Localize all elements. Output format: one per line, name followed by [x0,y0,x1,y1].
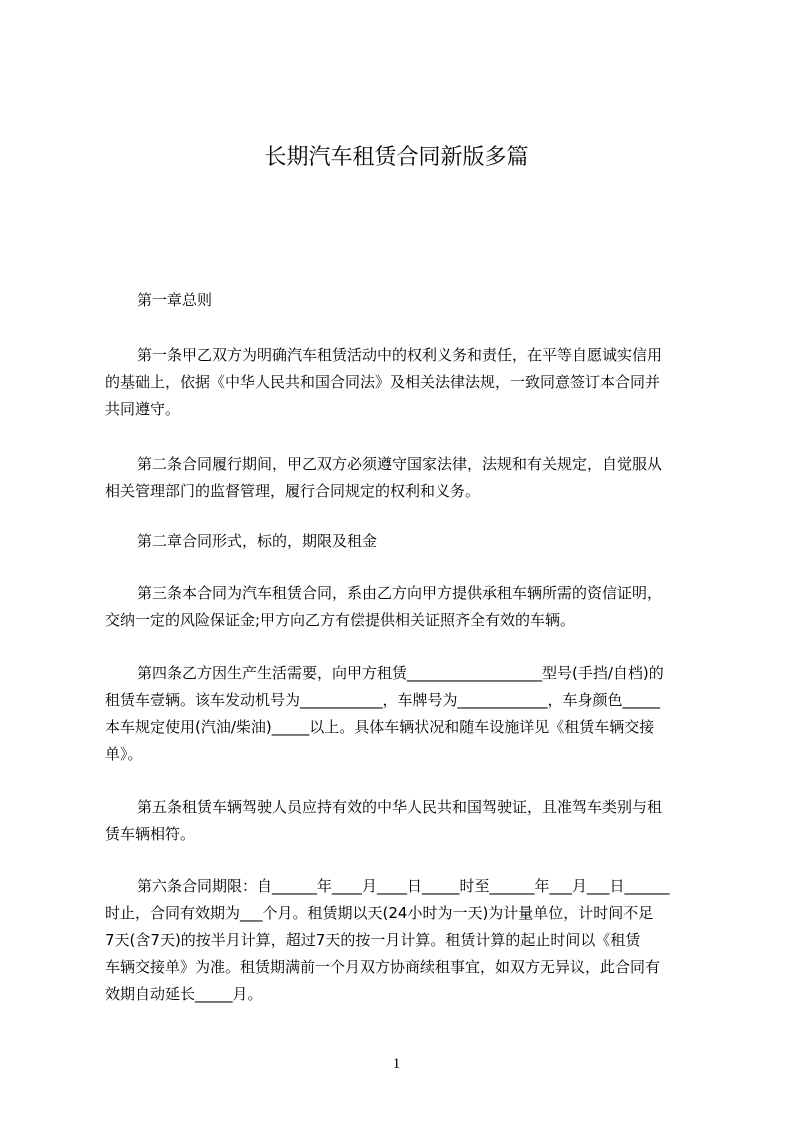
article-6-paragraph [105,873,705,1008]
paragraph-line: 第三条本合同为汽车租赁合同，系由乙方向甲方提供承租车辆所需的资信证明， [137,584,663,602]
article-3-paragraph [105,580,705,634]
paragraph-line: 相关管理部门的监督管理，履行合同规定的权利和义务。 [105,482,481,500]
article-2-paragraph [105,451,705,505]
chapter-heading-2: 第二章合同形式，标的，期限及租金 [137,532,378,550]
paragraph-line: 的基础上，依据《中华人民共和国合同法》及相关法律法规，一致同意签订本合同并 [105,373,661,391]
chapter-heading-1: 第一章总则 [137,291,213,309]
document-title: 长期汽车租赁合同新版多篇 [264,145,529,170]
paragraph-line: 时止，合同有效期为___个月。租赁期以天(24小时为一天)为计量单位，计时间不足 [105,904,654,922]
article-4-paragraph [105,660,705,768]
paragraph-line: 7天(含7天)的按半月计算，超过7天的按一月计算。租赁计算的起止时间以《租赁 [105,931,641,949]
paragraph-line: 交纳一定的风险保证金;甲方向乙方有偿提供相关证照齐全有效的车辆。 [105,611,576,629]
paragraph-line: 赁车辆相符。 [105,825,196,843]
paragraph-line: 车辆交接单》为准。租赁期满前一个月双方协商续租事宜，如双方无异议，此合同有 [105,958,661,976]
paragraph-line: 共同遵守。 [105,400,181,418]
paragraph-line: 第二条合同履行期间，甲乙双方必须遵守国家法律，法规和有关规定，自觉服从 [137,455,663,473]
page-number: 1 [392,1056,401,1072]
paragraph-line: 效期自动延长_____月。 [105,985,263,1003]
paragraph-line: 第五条租赁车辆驾驶人员应持有效的中华人民共和国驾驶证，且准驾车类别与租 [137,798,663,816]
paragraph-line: 租赁车壹辆。该车发动机号为___________，车牌号为____________，车身颜色_____ [105,691,661,709]
paragraph-line: 本车规定使用(汽油/柴油)_____以上。具体车辆状况和随车设施详见《租赁车辆交接 [105,718,655,736]
paragraph-line: 第六条合同期限：自______年____月____日_____时至______年___月___日______ [137,877,670,895]
paragraph-line: 第四条乙方因生产生活需要，向甲方租赁__________________型号(手挡/自档)的 [137,664,664,682]
article-1-paragraph [105,342,705,423]
paragraph-line: 第一条甲乙双方为明确汽车租赁活动中的权利义务和责任，在平等自愿诚实信用 [137,346,663,364]
article-5-paragraph [105,794,705,848]
paragraph-line: 单》。 [105,745,143,763]
